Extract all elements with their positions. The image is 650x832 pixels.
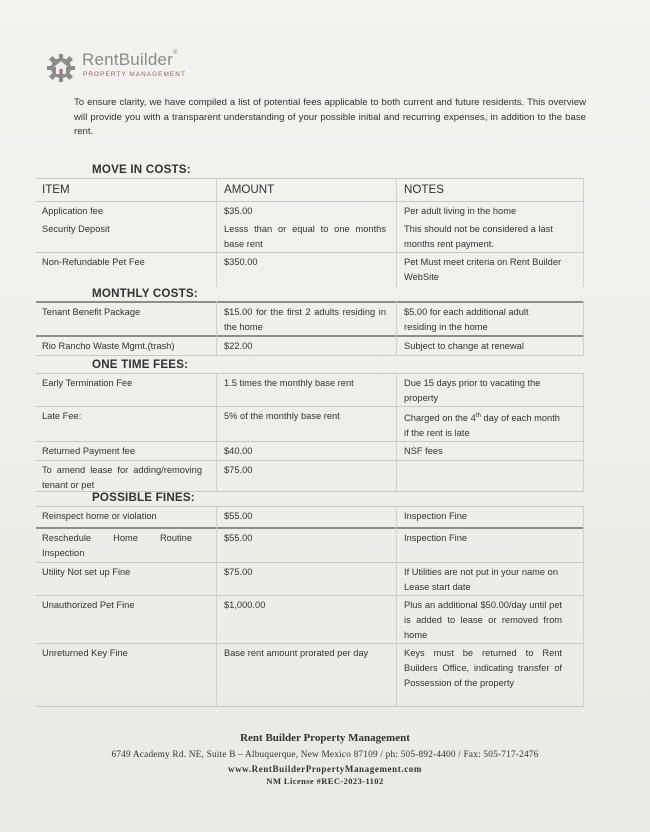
table-row <box>36 595 584 643</box>
row-notes: This should not be considered a last months rent payment. <box>404 224 553 249</box>
row-amount: $15.00 for the first 2 adults residing in the home <box>224 307 386 332</box>
row-item: Unreturned Key Fine <box>42 648 128 658</box>
table-row <box>36 441 584 460</box>
table-header-row <box>36 178 584 201</box>
row-item: Security Deposit <box>42 224 110 234</box>
table-row <box>36 460 584 492</box>
footer-license: NM License #REC-2023-1102 <box>266 776 384 786</box>
table-row <box>36 301 584 335</box>
table-row <box>36 373 584 406</box>
row-item: Reinspect home or violation <box>42 511 157 521</box>
intro-paragraph: To ensure clarity, we have compiled a list of potential fees applicable to both current and future residents. This overview will provide you with a transparent understanding of your possible initial and recurring expenses, in addition to the base rent. <box>74 97 586 137</box>
row-notes: Per adult living in the home <box>404 206 517 216</box>
row-item: Reschedule Home Routine Inspection <box>42 533 192 558</box>
row-item: Rio Rancho Waste Mgmt.(trash) <box>42 341 175 351</box>
footer-website[interactable]: www.RentBuilderPropertyManagement.com <box>227 764 422 774</box>
row-notes: Inspection Fine <box>404 511 468 521</box>
row-amount: $55.00 <box>224 511 253 521</box>
section-heading-fines: POSSIBLE FINES: <box>92 491 195 504</box>
row-notes: Pet Must meet criteria on Rent Builder WebSite <box>404 257 562 282</box>
row-notes: $5.00 for each additional adult residing in the home <box>404 307 529 332</box>
section-heading-move-in: MOVE IN COSTS: <box>92 163 191 176</box>
rentbuilder-logo <box>46 50 226 86</box>
header-amount: AMOUNT <box>224 183 275 196</box>
row-amount: 1.5 times the monthly base rent <box>224 378 354 388</box>
table-row <box>36 252 584 287</box>
move-in-table <box>36 178 584 287</box>
monthly-table <box>36 301 584 356</box>
row-item: Unauthorized Pet Fine <box>42 600 135 610</box>
row-item: Returned Payment fee <box>42 446 136 456</box>
table-row <box>36 506 584 527</box>
row-item: To amend lease for adding/removing tenant or pet <box>42 465 202 490</box>
row-item: Tenant Benefit Package <box>42 307 141 317</box>
row-amount: $75.00 <box>224 465 253 475</box>
row-notes: Subject to change at renewal <box>404 341 524 351</box>
row-amount: Base rent amount prorated per day <box>224 648 369 658</box>
table-row <box>36 201 584 219</box>
row-amount: $40.00 <box>224 446 253 456</box>
gear-house-icon <box>46 53 76 83</box>
brand-subtitle: PROPERTY MANAGEMENT <box>83 71 186 78</box>
row-amount: 5% of the monthly base rent <box>224 411 340 421</box>
table-row <box>36 406 584 441</box>
table-row <box>36 335 584 356</box>
row-item: Late Fee: <box>42 411 82 421</box>
row-amount: Lesss than or equal to one months base rent <box>224 224 386 249</box>
row-notes: Due 15 days prior to vacating the property <box>404 378 541 403</box>
row-amount: $75.00 <box>224 567 253 577</box>
section-heading-monthly: MONTHLY COSTS: <box>92 287 198 300</box>
row-notes: Plus an additional $50.00/day until pet is added to lease or removed from home <box>404 600 562 640</box>
table-row <box>36 527 584 562</box>
row-notes: Inspection Fine <box>404 533 468 543</box>
table-row <box>36 219 584 252</box>
row-notes: Charged on the 4th day of each month if the rent is late <box>404 413 560 439</box>
footer-address: 6749 Academy Rd. NE, Suite B – Albuquerque, New Mexico 87109 / ph: 505-892-4400 / Fax: 505-717-2476 <box>111 750 539 760</box>
table-row <box>36 643 584 707</box>
row-amount: $35.00 <box>224 206 253 216</box>
row-amount: $1,000.00 <box>224 600 266 610</box>
header-item: ITEM <box>42 183 70 196</box>
row-item: Non-Refundable Pet Fee <box>42 257 145 267</box>
brand-name: RentBuilder® <box>82 50 178 69</box>
row-amount: $55.00 <box>224 533 253 543</box>
section-heading-one-time: ONE TIME FEES: <box>92 358 189 371</box>
table-row <box>36 562 584 595</box>
header-notes: NOTES <box>404 183 444 196</box>
row-notes: If Utilities are not put in your name on Lease start date <box>404 567 558 592</box>
one-time-table <box>36 373 584 492</box>
row-item: Utility Not set up Fine <box>42 567 131 577</box>
row-amount: $350.00 <box>224 257 258 267</box>
row-item: Early Termination Fee <box>42 378 133 388</box>
fines-table <box>36 506 584 707</box>
row-amount: $22.00 <box>224 341 253 351</box>
row-notes: Keys must be returned to Rent Builders Office, indicating transfer of Possession of the property <box>404 648 562 688</box>
footer-company: Rent Builder Property Management <box>240 732 410 744</box>
row-item: Application fee <box>42 206 103 216</box>
row-notes: NSF fees <box>404 446 443 456</box>
